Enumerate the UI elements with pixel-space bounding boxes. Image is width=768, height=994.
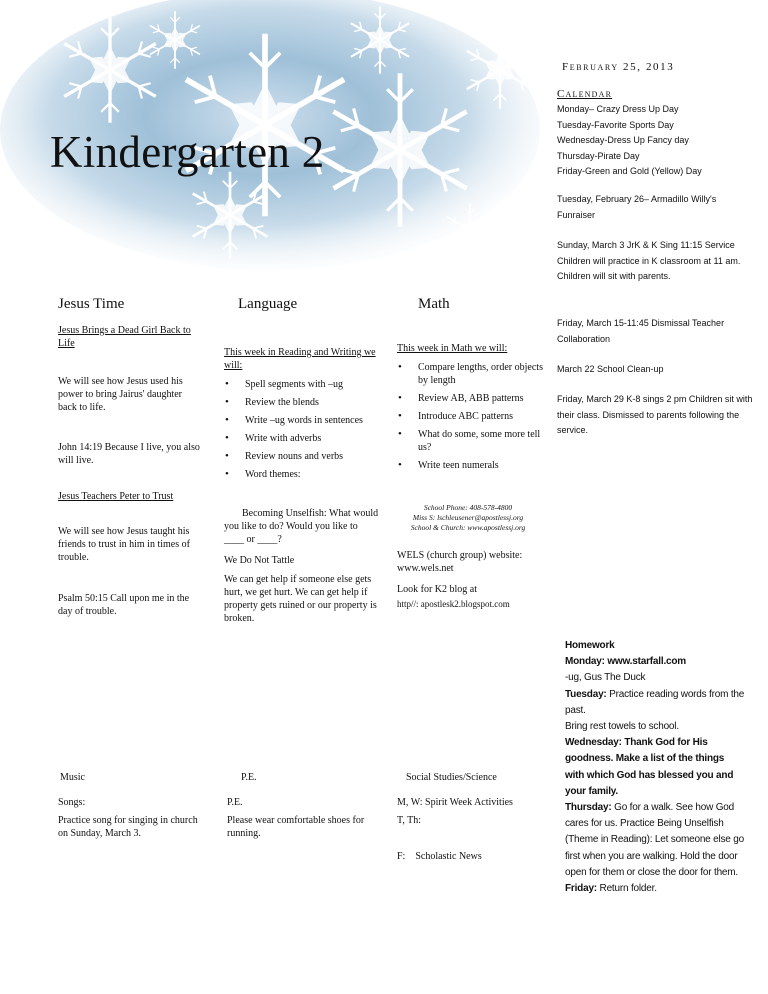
list-item: • Write –ug words in sentences bbox=[222, 414, 382, 427]
list-item: • Review nouns and verbs bbox=[222, 450, 382, 463]
thursday-text: Go for a walk. See how God cares for us. Practice Being Unselfish (Theme in Reading): Let someone else go first when you are walking. Hold the door open for them or close the door for them. bbox=[565, 802, 744, 878]
list-item: • Spell segments with –ug bbox=[222, 378, 382, 391]
calendar-event: Tuesday, February 26– Armadillo Willy's Funraiser bbox=[557, 194, 717, 220]
thursday-label: Thursday: bbox=[565, 802, 612, 814]
wednesday-label: Wednesday: bbox=[565, 737, 622, 749]
calendar-item: Thursday-Pirate Day bbox=[557, 150, 640, 161]
math-intro: This week in Math we will: bbox=[397, 343, 508, 354]
list-item: • Introduce ABC patterns bbox=[395, 410, 550, 423]
math-heading: Math bbox=[418, 296, 450, 312]
tuesday-text-2: Bring rest towels to school. bbox=[565, 721, 679, 733]
monday-label: Monday: bbox=[565, 656, 605, 668]
story-text: We will see how Jesus taught his friends to trust in him in times of trouble. bbox=[58, 526, 190, 563]
social-line: T, Th: bbox=[397, 815, 422, 826]
school-website: School & Church: www.apostlessj.org bbox=[410, 523, 526, 532]
calendar-event: Sunday, March 3 JrK & K Sing 11:15 Service Children will practice in K classroom at 11 am. Children will sit with parents. bbox=[557, 240, 741, 281]
calendar-item: Tuesday-Favorite Sports Day bbox=[557, 119, 674, 130]
homework-heading: Homework bbox=[565, 640, 615, 651]
wednesday-text: Thank God for His goodness. Make a list of the things with which God has blessed you and your family. bbox=[565, 737, 734, 797]
pe-label: P.E. bbox=[227, 797, 243, 808]
newsletter-date: February 25, 2013 bbox=[562, 61, 675, 73]
story-title: Jesus Teachers Peter to Trust bbox=[58, 491, 174, 502]
social-line: F: Scholastic News bbox=[397, 851, 482, 862]
calendar-event: March 22 School Clean-up bbox=[557, 364, 664, 374]
bible-verse: Psalm 50:15 Call upon me in the day of trouble. bbox=[58, 593, 190, 617]
tuesday-label: Tuesday: bbox=[565, 688, 607, 700]
wels-website: WELS (church group) website: www.wels.net bbox=[397, 550, 523, 574]
word-theme-text: Becoming Unselfish: What would you like to do? Would you like to ____ or ____? bbox=[224, 508, 379, 545]
calendar-item: Monday– Crazy Dress Up Day bbox=[557, 104, 679, 114]
tuesday-text: Practice reading words from the past. bbox=[565, 688, 745, 716]
tattle-title: We Do Not Tattle bbox=[224, 555, 295, 566]
list-item: • Compare lengths, order objects by length bbox=[395, 361, 550, 387]
list-item: • What do some, some more tell us? bbox=[395, 428, 550, 454]
music-text: Practice song for singing in church on Sunday, March 3. bbox=[58, 815, 198, 839]
bible-verse: John 14:19 Because I live, you also will live. bbox=[58, 442, 200, 466]
friday-label: Friday: bbox=[565, 883, 597, 895]
blog-url[interactable]: http//: apostlesk2.blogspot.com bbox=[397, 599, 510, 609]
calendar-item: Wednesday-Dress Up Fancy day bbox=[557, 135, 689, 145]
story-text: We will see how Jesus used his power to bring Jairus' daughter back to life. bbox=[58, 376, 183, 413]
list-item: • Write teen numerals bbox=[395, 459, 550, 472]
tattle-text: We can get help if someone else gets hurt, we get hurt. We can get help if property gets ruined or our property is broken. bbox=[224, 574, 377, 624]
friday-text: Return folder. bbox=[599, 883, 657, 895]
calendar-item: Friday-Green and Gold (Yellow) Day bbox=[557, 166, 702, 176]
pe-heading: P.E. bbox=[241, 772, 257, 783]
language-list bbox=[222, 378, 382, 486]
calendar-heading: Calendar bbox=[557, 88, 613, 100]
starfall-link[interactable]: www.starfall.com bbox=[607, 656, 686, 668]
pe-text: Please wear comfortable shoes for running. bbox=[227, 815, 365, 839]
list-item: • Review the blends bbox=[222, 396, 382, 409]
list-item: • Review AB, ABB patterns bbox=[395, 392, 550, 405]
spirit-week-list bbox=[557, 102, 702, 180]
list-item: • Word themes: bbox=[222, 468, 382, 481]
blog-line: Look for K2 blog at bbox=[397, 584, 477, 595]
calendar-event: Friday, March 15-11:45 Dismissal Teacher Collaboration bbox=[557, 318, 725, 344]
math-list bbox=[395, 361, 550, 477]
songs-label: Songs: bbox=[58, 797, 86, 808]
monday-text: -ug, Gus The Duck bbox=[565, 672, 646, 684]
language-heading: Language bbox=[238, 296, 298, 312]
teacher-email: Miss S: lschleusener@apostlessj.org bbox=[412, 513, 524, 522]
music-heading: Music bbox=[60, 772, 85, 783]
homework-section bbox=[565, 638, 745, 897]
story-title: Jesus Brings a Dead Girl Back to Life bbox=[58, 325, 191, 349]
contact-info bbox=[393, 503, 543, 533]
social-line: M, W: Spirit Week Activities bbox=[397, 797, 513, 808]
school-phone: School Phone: 408-578-4800 bbox=[423, 503, 513, 512]
social-studies-heading: Social Studies/Science bbox=[406, 772, 497, 783]
jesus-time-heading: Jesus Time bbox=[58, 296, 125, 312]
list-item: • Write with adverbs bbox=[222, 432, 382, 445]
page-title: Kindergarten 2 bbox=[50, 127, 325, 177]
language-intro: This week in Reading and Writing we will: bbox=[224, 347, 376, 371]
calendar-event: Friday, March 29 K-8 sings 2 pm Children sit with their class. Dismissed to parents following the service. bbox=[557, 394, 753, 435]
